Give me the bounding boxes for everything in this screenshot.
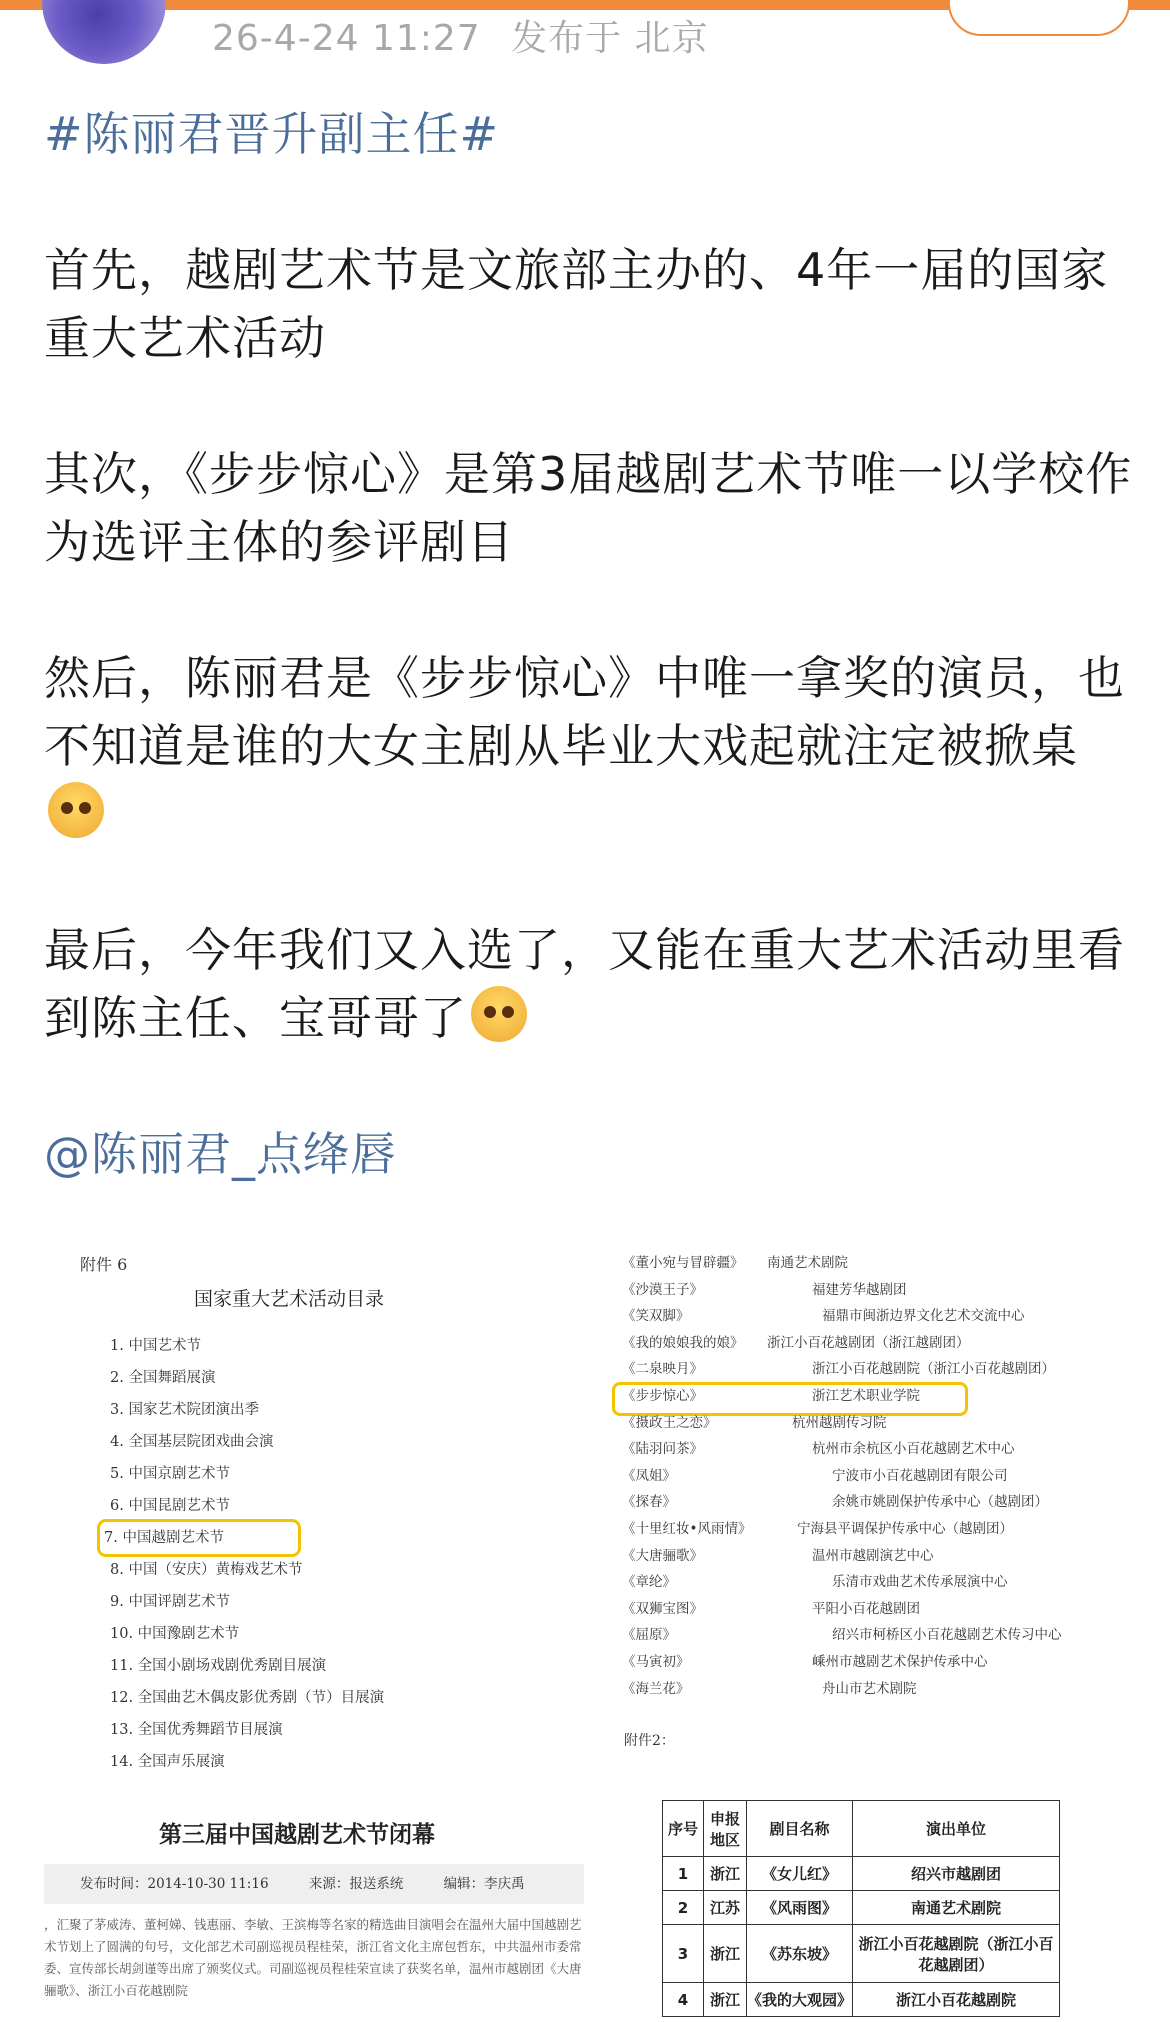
play-title: 《十里红妆•风雨情》 [622, 1521, 752, 1537]
list-item: 13. 全国优秀舞蹈节目展演 [110, 1722, 283, 1738]
mention-link[interactable]: @陈丽君_点绛唇 [44, 1127, 397, 1181]
play-unit: 浙江艺术职业学院 [812, 1388, 920, 1404]
play-unit: 舟山市艺术剧院 [822, 1680, 917, 1697]
list-item: 5. 中国京剧艺术节 [110, 1466, 230, 1482]
news-body: ，汇聚了茅威涛、董柯娣、钱惠丽、李敏、王滨梅等名家的精选曲目演唱会在温州大届中国越剧艺术节划上了圆满的句号，文化部艺术司副巡视员程桂荣，浙江省文化主席包哲东，中共温州市委常委、宣传部长胡剑谨等出席了颁奖仪式。司副巡视员程桂荣宣读了获奖名单，温州市越剧团《大唐骊歌》、浙江小百花越剧院 [44, 1917, 582, 1998]
table-header: 序号 [663, 1801, 704, 1857]
list-item-highlighted: 7. 中国越剧艺术节 [100, 1522, 298, 1554]
table-header: 剧目名称 [747, 1801, 853, 1857]
list-item: 4. 全国基层院团戏曲会演 [110, 1434, 274, 1450]
news-title: 第三届中国越剧艺术节闭幕 [159, 1821, 435, 1848]
table-cell: 浙江 [704, 1925, 747, 1983]
play-row [622, 1383, 920, 1409]
play-unit: 福建芳华越剧团 [812, 1281, 907, 1298]
play-unit: 杭州越剧传习院 [792, 1414, 887, 1431]
topic-hashtag[interactable]: #陈丽君晋升副主任# [44, 107, 500, 161]
play-unit: 杭州市余杭区小百花越剧艺术中心 [812, 1441, 1015, 1458]
play-row [622, 1356, 1055, 1382]
post-body [44, 100, 1134, 1188]
play-unit: 乐清市戏曲艺术传承展演中心 [832, 1574, 1008, 1591]
play-title: 《陆羽问茶》 [622, 1441, 703, 1458]
play-title: 《笑双脚》 [622, 1308, 690, 1325]
play-row [622, 1410, 887, 1436]
play-unit: 浙江小百花越剧院（浙江小百花越剧团） [812, 1361, 1055, 1378]
play-row [622, 1330, 970, 1356]
list-item: 1. 中国艺术节 [110, 1338, 201, 1354]
table-cell: 3 [663, 1925, 704, 1983]
table-header: 演出单位 [853, 1801, 1060, 1857]
play-unit: 宁波市小百花越剧团有限公司 [832, 1467, 1008, 1484]
play-unit: 余姚市姚剧保护传承中心（越剧团） [832, 1494, 1048, 1511]
play-title: 《摄政王之恋》 [622, 1414, 717, 1431]
table-cell: 浙江小百花越剧院 [853, 1983, 1060, 2017]
play-row [622, 1516, 1013, 1542]
list-item: 12. 全国曲艺木偶皮影优秀剧（节）目展演 [110, 1690, 385, 1706]
play-row [622, 1596, 920, 1622]
table-cell: 4 [663, 1983, 704, 2017]
play-title: 《章纶》 [622, 1574, 676, 1591]
table-cell: 绍兴市越剧团 [853, 1857, 1060, 1891]
play-unit: 浙江小百花越剧团（浙江越剧团） [767, 1334, 970, 1351]
play-row [622, 1649, 988, 1675]
table-cell: 江苏 [704, 1891, 747, 1925]
play-row [622, 1250, 848, 1276]
table-cell: 浙江 [704, 1857, 747, 1891]
table-cell: 南通艺术剧院 [853, 1891, 1060, 1925]
play-title: 《马寅初》 [622, 1654, 690, 1670]
list-item: 2. 全国舞蹈展演 [110, 1370, 216, 1386]
table-cell: 《女儿红》 [747, 1857, 853, 1891]
play-title: 《大唐骊歌》 [622, 1547, 703, 1564]
post-location: 发布于 北京 [511, 18, 709, 59]
news-published: 发布时间：2014-10-30 11:16 [80, 1876, 269, 1892]
image-closing-news[interactable] [44, 1808, 584, 2022]
play-unit: 嵊州市越剧艺术保护传承中心 [812, 1654, 988, 1670]
list-item: 14. 全国声乐展演 [110, 1754, 225, 1770]
play-row [622, 1277, 907, 1303]
play-unit: 绍兴市柯桥区小百花越剧艺术传习中心 [832, 1627, 1062, 1644]
play-unit: 宁海县平调保护传承中心（越剧团） [797, 1521, 1013, 1537]
play-unit: 平阳小百花越剧团 [812, 1600, 920, 1617]
play-title: 《双狮宝图》 [622, 1600, 703, 1617]
doc-title: 国家重大艺术活动目录 [194, 1288, 385, 1310]
play-title: 《探春》 [622, 1494, 676, 1511]
award-table [662, 1800, 1060, 2017]
play-title: 《我的娘娘我的娘》 [622, 1334, 744, 1351]
play-row [622, 1543, 934, 1569]
list-item: 11. 全国小剧场戏剧优秀剧目展演 [110, 1658, 327, 1674]
news-editor: 编辑：李庆禹 [443, 1876, 525, 1892]
play-title: 《屈原》 [622, 1627, 676, 1644]
post-paragraph-2: 其次，《步步惊心》是第3届越剧艺术节唯一以学校作为选评主体的参评剧目 [44, 447, 1133, 569]
pray-emoji-icon [471, 986, 527, 1042]
post-paragraph-4: 最后，今年我们又入选了，又能在重大艺术活动里看到陈主任、宝哥哥了 [44, 923, 1125, 1045]
table-cell: 1 [663, 1857, 704, 1891]
play-title: 《沙漠王子》 [622, 1281, 703, 1298]
table-cell: 《我的大观园》 [747, 1983, 853, 2017]
doc-attachment-label: 附件 6 [80, 1255, 128, 1274]
attachment-2-label: 附件2： [624, 1733, 675, 1749]
play-row [622, 1676, 917, 1702]
news-meta [44, 1864, 584, 1904]
image-play-list[interactable] [610, 1250, 1130, 1810]
post-meta [212, 10, 709, 61]
play-row [622, 1569, 1008, 1595]
play-row [622, 1436, 1015, 1462]
activity-list [104, 1330, 385, 1778]
list-item: 9. 中国评剧艺术节 [110, 1594, 230, 1610]
follow-button[interactable] [948, 0, 1130, 36]
list-item: 10. 中国豫剧艺术节 [110, 1626, 240, 1642]
news-source: 来源：报送系统 [308, 1876, 404, 1892]
list-item: 8. 中国（安庆）黄梅戏艺术节 [110, 1562, 303, 1578]
post-timestamp: 26-4-24 11:27 [212, 18, 481, 59]
play-unit: 温州市越剧演艺中心 [812, 1547, 934, 1564]
image-activity-catalog[interactable] [44, 1240, 584, 1800]
play-row [622, 1489, 1048, 1515]
list-item: 3. 国家艺术院团演出季 [110, 1402, 259, 1418]
pray-emoji-icon [48, 782, 104, 838]
table-cell: 《风雨图》 [747, 1891, 853, 1925]
post-paragraph-1: 首先，越剧艺术节是文旅部主办的、4年一届的国家重大艺术活动 [44, 243, 1109, 365]
table-cell: 2 [663, 1891, 704, 1925]
play-title: 《步步惊心》 [622, 1388, 703, 1404]
table-cell: 浙江 [704, 1983, 747, 2017]
play-title: 《董小宛与冒辟疆》 [622, 1255, 744, 1271]
post-paragraph-3: 然后，陈丽君是《步步惊心》中唯一拿奖的演员，也不知道是谁的大女主剧从毕业大戏起就注定被掀桌 [44, 651, 1125, 773]
list-item: 6. 中国昆剧艺术节 [110, 1498, 230, 1514]
play-title: 《海兰花》 [622, 1680, 690, 1697]
play-unit: 福鼎市闽浙边界文化艺术交流中心 [822, 1308, 1025, 1325]
table-cell: 《苏东坡》 [747, 1925, 853, 1983]
play-title: 《二泉映月》 [622, 1361, 703, 1378]
play-title: 《凤姐》 [622, 1467, 676, 1484]
play-row [622, 1463, 1008, 1489]
table-header: 申报地区 [704, 1801, 747, 1857]
avatar[interactable] [42, 0, 166, 64]
play-unit: 南通艺术剧院 [767, 1255, 848, 1271]
table-cell: 浙江小百花越剧院（浙江小百花越剧团） [853, 1925, 1060, 1983]
play-row [622, 1303, 1025, 1329]
play-row [622, 1622, 1062, 1648]
